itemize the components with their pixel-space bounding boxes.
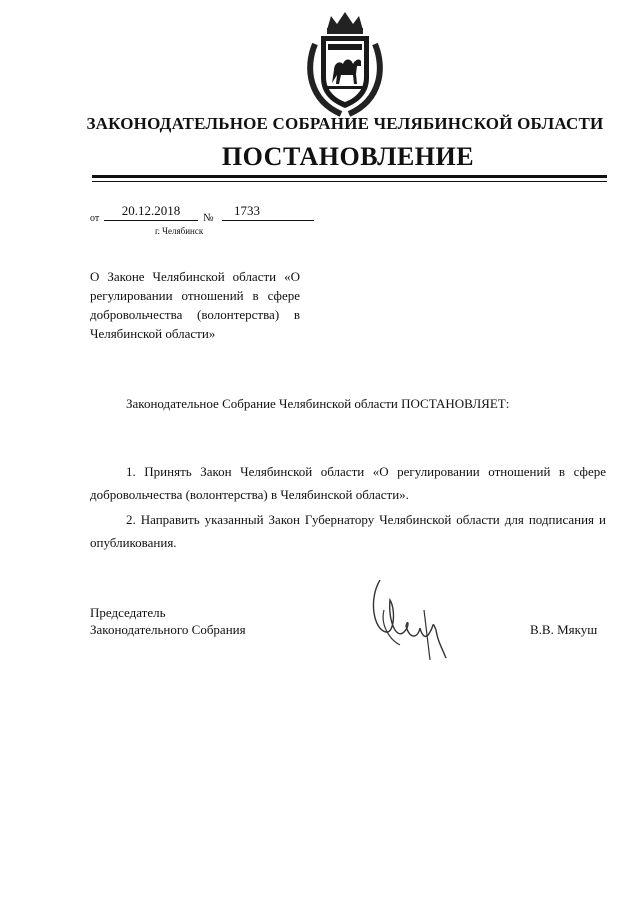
resolves-clause: Законодательное Собрание Челябинской области ПОСТАНОВЛЯЕТ: — [126, 396, 510, 411]
number-prefix: № — [203, 212, 214, 224]
handwritten-signature — [360, 570, 470, 680]
resolution-item-2: 2. Направить указанный Закон Губернатору Челябинской области для подписания и опубликования. — [90, 512, 606, 550]
document-number: 1733 — [234, 203, 260, 218]
header-rule-thick — [92, 175, 607, 178]
date-prefix: от — [90, 213, 100, 224]
signatory-name: В.В. Мякуш — [530, 622, 598, 637]
number-underline — [222, 220, 314, 221]
document-type-title: ПОСТАНОВЛЕНИЕ — [221, 142, 475, 171]
header-rule-thin — [92, 181, 607, 182]
resolution-item-1: 1. Принять Закон Челябинской области «О регулировании отношений в сфере добровольчества (волонтерства) в Челябинской области». — [90, 464, 606, 502]
signatory-title — [90, 604, 246, 638]
organization-title: ЗАКОНОДАТЕЛЬНОЕ СОБРАНИЕ ЧЕЛЯБИНСКОЙ ОБЛАСТИ — [86, 114, 604, 133]
document-subject: О Законе Челябинской области «О регулировании отношений в сфере добровольчества (волонтерства) в Челябинской области» — [90, 269, 300, 341]
city-label: г. Челябинск — [155, 226, 204, 236]
coat-of-arms-icon — [301, 8, 389, 118]
document-date: 20.12.2018 — [121, 203, 181, 218]
date-underline — [104, 220, 198, 221]
signatory-title-line-1: Председатель — [90, 605, 166, 620]
signatory-title-line-2: Законодательного Собрания — [90, 622, 246, 637]
